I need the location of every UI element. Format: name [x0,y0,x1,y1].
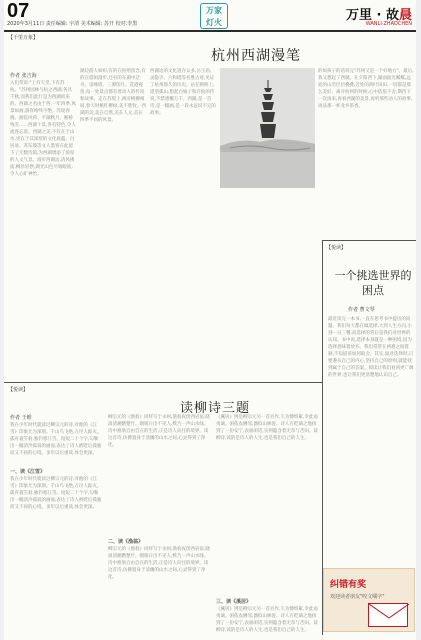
article-body-col1: 入们常说:"上有天堂,下有苏杭。"苏州园林与杭之西湖,各具千秋,而我们此行是为西湖而来的。西湖之名由于西,一年四季,风景如画,游客络绎不绝。苏堤春晓、曲院风荷、平湖秋月、断桥残雪……西湖十景,各有特色,令人流连忘返。西湖之美,不仅在于山水,更在于其深厚的文化底蕴。白居易、苏东坡等文人墨客在此留下了无数诗篇,为西湖增添了浓厚的人文气息。漫步西湖边,清风拂面,柳丝轻摆,湖光山色尽收眼底,令人心旷神怡。 [10,81,76,177]
pagoda-icon [220,68,315,188]
section-tag: 【千里万象】 [8,35,39,41]
brand-accent: 晨 [398,8,412,23]
newspaper-page [4,0,416,640]
article-title: 读柳诗三题 [180,401,251,416]
subheading: 二、读《渔翁》 [108,539,144,545]
article-body-col3b: 《溪居》则是柳宗元另一首名作,久为簪组累,幸此南夷谪。闲依农圃邻,偶似山林客。诗人在贬谪之地找到了一份安宁,表面闲适,实则隐含着无奈与苦闷。读柳诗,读的是诗人的人生,也是我们自己的人生。 [216,607,318,633]
page-number: 07 [7,0,30,22]
article-author: 作者 张吉海 [10,73,37,79]
subheading: 三、读《溪居》 [216,599,252,605]
section-logo [200,3,228,29]
article-title: 一个挑选世界的困点 [334,269,412,297]
article-title: 杭州西湖漫笔 [211,48,301,64]
article-body-col1: 我在少年时代就读过柳宗元的诗,对他的《江雪》印象尤为深刻。千山鸟飞绝,万径人踪灭。孤舟蓑笠翁,独钓寒江雪。短短二十个字,勾勒出一幅清冷孤寂的画面,表达了诗人被贬后孤独而又不屈的心境。多年以后重读,体会更深。 [10,423,102,456]
section-divider [4,382,322,383]
article-body: 最近读完一本书,一直在思考书中提出的问题。我们每天都在做选择,大到人生方向,小到一日三餐,而选择的背后是我们对世界的认知。书中说,选择本身就是一种困境,因为选择意味着放弃。我们常常在两难之间徘徊,不知道该如何取舍。其实,面对选择时,只要遵从自己的内心,坚持自己的原则,就能找到属于自己的答案。阅读让我们看到更广阔的世界,也让我们更清楚地认识自己。 [328,317,414,378]
article-author: 作者 曹文琴 [348,307,375,313]
article-body-col2: 柳宗元的《渔翁》同样写于永州,渔翁夜傍西岩宿,晓汲清湘燃楚竹。烟销日出不见人,欸乃一声山水绿。诗中渔翁自由自在的生活,正是诗人向往的境界。读这首诗,仿佛置身于清幽的山水之间,心灵得到了净化。 [108,415,210,448]
article-body-col2b: 柳宗元的《渔翁》同样写于永州,渔翁夜傍西岩宿,晓汲清湘燃楚竹。烟销日出不见人,欸乃一声山水绿。诗中渔翁自由自在的生活,正是诗人向往的境界。读这首诗,仿佛置身于清幽的山水之间,心灵得到了净化。 [108,547,210,580]
article-body-col3: 《溪居》则是柳宗元另一首名作,久为簪组累,幸此南夷谪。闲依农圃邻,偶似山林客。诗人在贬谪之地找到了一份安宁,表面闲适,实则隐含着无奈与苦闷。读柳诗,读的是诗人的人生,也是我们自己的人生。 [216,415,318,441]
article-body-col1b: 我在少年时代就读过柳宗元的诗,对他的《江雪》印象尤为深刻。千山鸟飞绝,万径人踪灭。孤舟蓑笠翁,独钓寒江雪。短短二十个字,勾勒出一幅清冷孤寂的画面,表达了诗人被贬后孤独而又不屈的心境。多年以后重读,体会更深。 [10,477,102,510]
section-tag: 【悦读】 [8,387,29,393]
article-body-col2: 湖边游人如织,有的在拍照留念,有的在悠闲漫步,还有的在湖中泛舟。雷峰塔、三潭印月、花港观鱼,每一处景点都有着动人的传说和故事。走在苏堤上,两旁桃柳相间,春天时桃红柳绿,美不胜收。西湖的美,美在自然,美在人文,美在四季不同的风景。 [80,69,146,123]
envelope-icon [368,603,408,627]
notice-title: 纠错有奖 [330,580,367,590]
article-body-col4: 的如孩子的话说完"苏州又是一个好地方"。最后,我又想起了西湖。在夕阳西下,湖面波光粼粼,远处的山峦层层叠叠,近处的荷叶田田,一切都是那么美好。离开杭州的时候,心中依依不舍,期待下一次再来,再看西湖的美景,再听那些动人的故事,再品那一杯龙井茶香。 [318,69,414,109]
notice-subtitle: 欢迎读者朋友"咬文嚼字" [330,594,385,600]
logo-text: 万家 灯火 [206,6,222,27]
west-lake-photo [220,68,315,188]
error-reward-notice [323,568,415,632]
header-rule [4,30,416,32]
section-divider [322,240,416,241]
brand-subtitle: WANLI·ZHAOCHEN [365,21,412,27]
article-body-col3: 西湖边的文化遗存众多,岳王庙、灵隐寺、六和塔等名胜古迹,见证了杭州悠久的历史。站在断桥上,遥望孤山,想起白娘子和许仙的传说,不禁感慨万千。西湖,是一首诗,是一幅画,是一段永远说不完的故事。 [150,69,216,116]
page-meta: 2020年3月11日 责任编辑: 宇清 美术编辑: 苏开 校对:李黑 [7,21,138,27]
subheading: 一、读《江雪》 [10,469,46,475]
brand-prefix: 万里 · 故 [345,8,399,23]
section-tag: 【悦读】 [326,245,347,251]
page-header [4,0,416,30]
article-author: 作者 王维 [10,415,32,421]
